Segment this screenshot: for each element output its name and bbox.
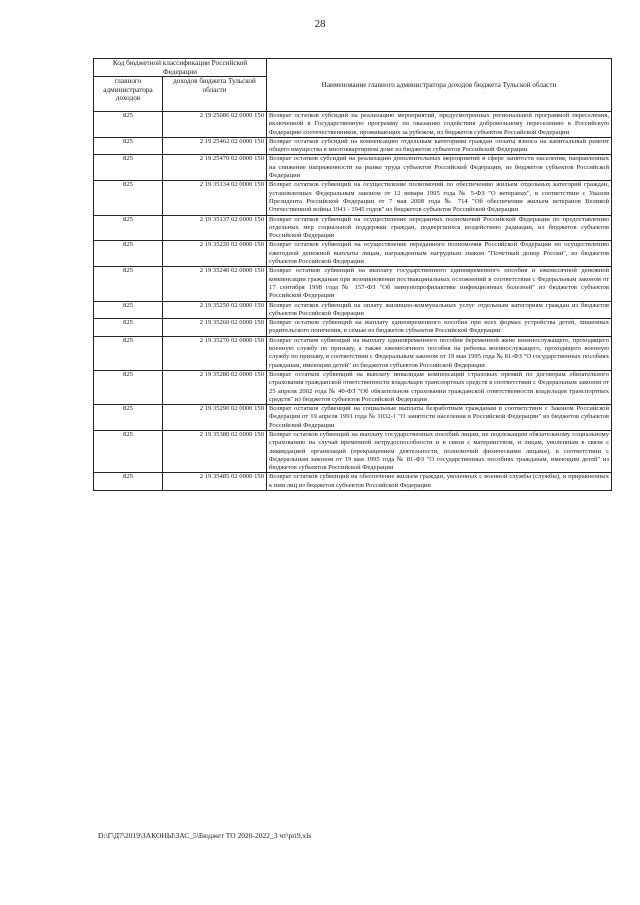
table-row — [94, 181, 612, 215]
description-cell: Возврат остатков субвенций на обеспечение жильем граждан, уволенных с военной службы (службы), и приравненных к ним лиц из бюджетов субъектов Российской Федерации — [267, 473, 612, 491]
admin-code-cell: 825 — [94, 181, 163, 215]
income-code-cell: 2 19 35290 02 0000 150 — [163, 405, 267, 431]
table-row — [94, 137, 612, 155]
income-code-cell: 2 19 35250 02 0000 150 — [163, 301, 267, 319]
description-cell: Возврат остатков субсидий на компенсацию отдельным категориям граждан оплаты взноса на капитальный ремонт общего имущества в многоквартирном доме из бюджетов субъектов Российской Федерации — [267, 137, 612, 155]
table-row — [94, 267, 612, 301]
description-cell: Возврат остатков субвенций на выплату инвалидам компенсаций страховых премий по договорам обязательного страхования гражданской ответственности владельцев транспортных средств в соответствии с Федеральным законом от 25 апреля 2002 года № 40-ФЗ "Об обязательном страховании гражданской ответственности владельцев транспортных средств" из бюджетов субъектов Российской Федерации — [267, 370, 612, 404]
admin-code-cell: 825 — [94, 301, 163, 319]
admin-column-header: главного администратора доходов — [94, 77, 163, 112]
name-column-header: Наименование главного администратора доходов бюджета Тульской области — [267, 59, 612, 112]
description-cell: Возврат остатков субвенций на осуществление переданного полномочия Российской Федерации по осуществлению ежегодной денежной выплаты лицам, награжденным нагрудным знаком "Почетный донор России", из бюджетов субъектов Российской Федерации — [267, 241, 612, 267]
income-column-header: доходов бюджета Тульской области — [163, 77, 267, 112]
income-code-cell: 2 19 35280 02 0000 150 — [163, 370, 267, 404]
description-cell: Возврат остатков субсидий на реализацию мероприятий, предусмотренных региональной программой переселения, включенной в Государственную программу по оказанию содействия добровольному переселению в Российскую Федерацию соотечественников, проживающих за рубежом, из бюджетов субъектов Российской Федерации — [267, 112, 612, 138]
admin-code-cell: 825 — [94, 215, 163, 241]
table-body — [94, 112, 612, 491]
description-cell: Возврат остатков субвенций на выплату единовременного пособия при всех формах устройства детей, лишенных родительского попечения, в семью из бюджетов субъектов Российской Федерации — [267, 319, 612, 337]
description-cell: Возврат остатков субвенций на осуществление полномочий по обеспечению жильем отдельных категорий граждан, установленных Федеральным законом от 12 января 1995 года № 5-ФЗ "О ветеранах", в соответствии с Указом Президента Российской Федерации от 7 мая 2008 года № 714 "Об обеспечении жильем ветеранов Великой Отечественной войны 1941 - 1945 годов" из бюджетов субъектов Российской Федерации — [267, 181, 612, 215]
table-row — [94, 301, 612, 319]
table-row — [94, 112, 612, 138]
income-code-cell: 2 19 35270 02 0000 150 — [163, 336, 267, 370]
admin-code-cell: 825 — [94, 319, 163, 337]
income-code-cell: 2 19 35260 02 0000 150 — [163, 319, 267, 337]
page-number: 28 — [314, 18, 326, 30]
file-path: D:\Г\Д7\2019\ЗАКОНЫ\ЗАС_5\Бюджет ТО 2020-2022_3 чт\pri9.xls — [98, 831, 312, 840]
table-header — [94, 59, 612, 112]
admin-code-cell: 825 — [94, 473, 163, 491]
income-code-cell: 2 19 35134 02 0000 150 — [163, 181, 267, 215]
income-code-cell: 2 19 35220 02 0000 150 — [163, 241, 267, 267]
table-row — [94, 430, 612, 472]
admin-code-cell: 825 — [94, 112, 163, 138]
table-row — [94, 473, 612, 491]
description-cell: Возврат остатков субвенций на выплату государственных пособий лицам, не подлежащим обязательному социальному страхованию на случай временной нетрудоспособности и в связи с материнством, и лицам, уволенным в связи с ликвидацией организаций (прекращением деятельности, полномочий физическими лицами), в соответствии с Федеральным законом от 19 мая 1995 года № 81-ФЗ "О государственных пособиях гражданам, имеющим детей" из бюджетов субъектов Российской Федерации — [267, 430, 612, 472]
table-row — [94, 405, 612, 431]
admin-code-cell: 825 — [94, 430, 163, 472]
description-cell: Возврат остатков субвенций на выплату государственного единовременного пособия и ежемесячной денежной компенсации гражданам при возникновении поствакцинальных осложнений в соответствии с Федеральным законом от 17 сентября 1998 года № 157-ФЗ "Об иммунопрофилактике инфекционных болезней" из бюджетов субъектов Российской Федерации — [267, 267, 612, 301]
income-code-cell: 2 19 25086 02 0000 150 — [163, 112, 267, 138]
description-cell: Возврат остатков субвенций на социальные выплаты безработным гражданам в соответствии с Законом Российской Федерации от 19 апреля 1991 года № 1032-1 "О занятости населения в Российской Федерации" из бюджетов субъектов Российской Федерации — [267, 405, 612, 431]
description-cell: Возврат остатков субсидий на реализацию дополнительных мероприятий в сфере занятости населения, направленных на снижение напряженности на рынке труда субъектов Российской Федерации, из бюджетов субъектов Российской Федерации — [267, 155, 612, 181]
income-code-cell: 2 19 35380 02 0000 150 — [163, 430, 267, 472]
income-code-cell: 2 19 35240 02 0000 150 — [163, 267, 267, 301]
table-row — [94, 336, 612, 370]
income-code-cell: 2 19 35485 02 0000 150 — [163, 473, 267, 491]
admin-code-cell: 825 — [94, 155, 163, 181]
income-code-cell: 2 19 25470 02 0000 150 — [163, 155, 267, 181]
code-group-header: Код бюджетной классификации Российской Федерации — [94, 59, 267, 77]
description-cell: Возврат остатков субвенций на выплату единовременного пособия беременной жене военнослужащего, проходящего военную службу по призыву, а также ежемесячного пособия на ребенка военнослужащего, проходящего военную службу по призыву, в соответствии с Федеральным законом от 19 мая 1995 года № 81-ФЗ "О государственных пособиях гражданам, имеющим детей" из бюджетов субъектов Российской Федерации — [267, 336, 612, 370]
admin-code-cell: 825 — [94, 137, 163, 155]
table-row — [94, 241, 612, 267]
table-row — [94, 319, 612, 337]
admin-code-cell: 825 — [94, 405, 163, 431]
income-code-cell: 2 19 25462 02 0000 150 — [163, 137, 267, 155]
table-row — [94, 370, 612, 404]
admin-code-cell: 825 — [94, 370, 163, 404]
income-code-cell: 2 19 35137 02 0000 150 — [163, 215, 267, 241]
description-cell: Возврат остатков субвенций на осуществление переданных полномочий Российской Федерации по предоставлению отдельных мер социальной поддержки граждан, подвергшихся воздействию радиации, из бюджетов субъектов Российской Федерации — [267, 215, 612, 241]
admin-code-cell: 825 — [94, 241, 163, 267]
admin-code-cell: 825 — [94, 267, 163, 301]
budget-classification-table — [93, 58, 612, 491]
table-row — [94, 155, 612, 181]
admin-code-cell: 825 — [94, 336, 163, 370]
table-row — [94, 215, 612, 241]
description-cell: Возврат остатков субвенций на оплату жилищно-коммунальных услуг отдельным категориям граждан из бюджетов субъектов Российской Федерации — [267, 301, 612, 319]
